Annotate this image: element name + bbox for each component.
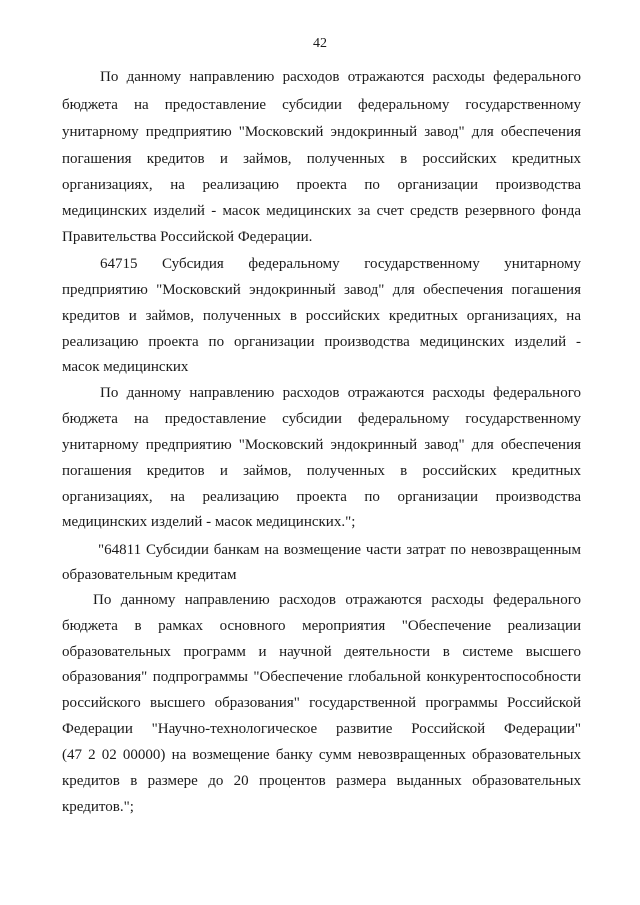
paragraph-1-line-4: погашения кредитов и займов, полученных в российских кредитных	[62, 151, 581, 167]
paragraph-2-line-3: кредитов и займов, полученных в российских кредитных организациях, на	[62, 308, 581, 324]
paragraph-5-line-4: образования" подпрограммы "Обеспечение глобальной конкурентоспособности	[62, 669, 581, 685]
paragraph-3-line-2: бюджета на предоставление субсидии федеральному государственному	[62, 411, 581, 427]
paragraph-5-line-6: Федерации "Научно-технологическое развитие Российской Федерации"	[62, 721, 581, 737]
paragraph-1-line-7: Правительства Российской Федерации.	[62, 229, 313, 245]
paragraph-4-line-1: "64811 Субсидии банкам на возмещение части затрат по невозвращенным	[98, 542, 581, 558]
paragraph-1-line-6: медицинских изделий - масок медицинских за счет средств резервного фонда	[62, 203, 581, 219]
paragraph-5-line-8: кредитов в размере до 20 процентов размера выданных образовательных	[62, 773, 581, 789]
paragraph-4-line-2: образовательным кредитам	[62, 567, 237, 583]
paragraph-2-line-1: 64715 Субсидия федеральному государственному унитарному	[100, 256, 581, 272]
paragraph-5-line-2: бюджета в рамках основного мероприятия "Обеспечение реализации	[62, 618, 581, 634]
paragraph-3-line-1: По данному направлению расходов отражаются расходы федерального	[100, 385, 581, 401]
paragraph-3-line-4: погашения кредитов и займов, полученных в российских кредитных	[62, 463, 581, 479]
paragraph-1-line-2: бюджета на предоставление субсидии федеральному государственному	[62, 97, 581, 113]
paragraph-1-line-5: организациях, на реализацию проекта по организации производства	[62, 177, 581, 193]
paragraph-1-line-1: По данному направлению расходов отражаются расходы федерального	[100, 69, 581, 85]
paragraph-3-line-3: унитарному предприятию "Московский эндокринный завод" для обеспечения	[62, 437, 581, 453]
paragraph-5-line-7: (47 2 02 00000) на возмещение банку сумм невозвращенных образовательных	[62, 747, 581, 763]
paragraph-3-line-6: медицинских изделий - масок медицинских.";	[62, 514, 356, 530]
paragraph-2-line-4: реализацию проекта по организации производства медицинских изделий -	[62, 334, 581, 350]
page-number: 42	[313, 36, 327, 51]
paragraph-5-line-9: кредитов.";	[62, 799, 134, 815]
paragraph-2-line-2: предприятию "Московский эндокринный завод" для обеспечения погашения	[62, 282, 581, 298]
paragraph-5-line-1: По данному направлению расходов отражаются расходы федерального	[93, 592, 581, 608]
paragraph-1-line-3: унитарному предприятию "Московский эндокринный завод" для обеспечения	[62, 124, 581, 140]
paragraph-5-line-5: российского высшего образования" государственной программы Российской	[62, 695, 581, 711]
paragraph-2-line-5: масок медицинских	[62, 359, 189, 375]
paragraph-3-line-5: организациях, на реализацию проекта по организации производства	[62, 489, 581, 505]
paragraph-5-line-3: образовательных программ и научной деятельности в системе высшего	[62, 644, 581, 660]
